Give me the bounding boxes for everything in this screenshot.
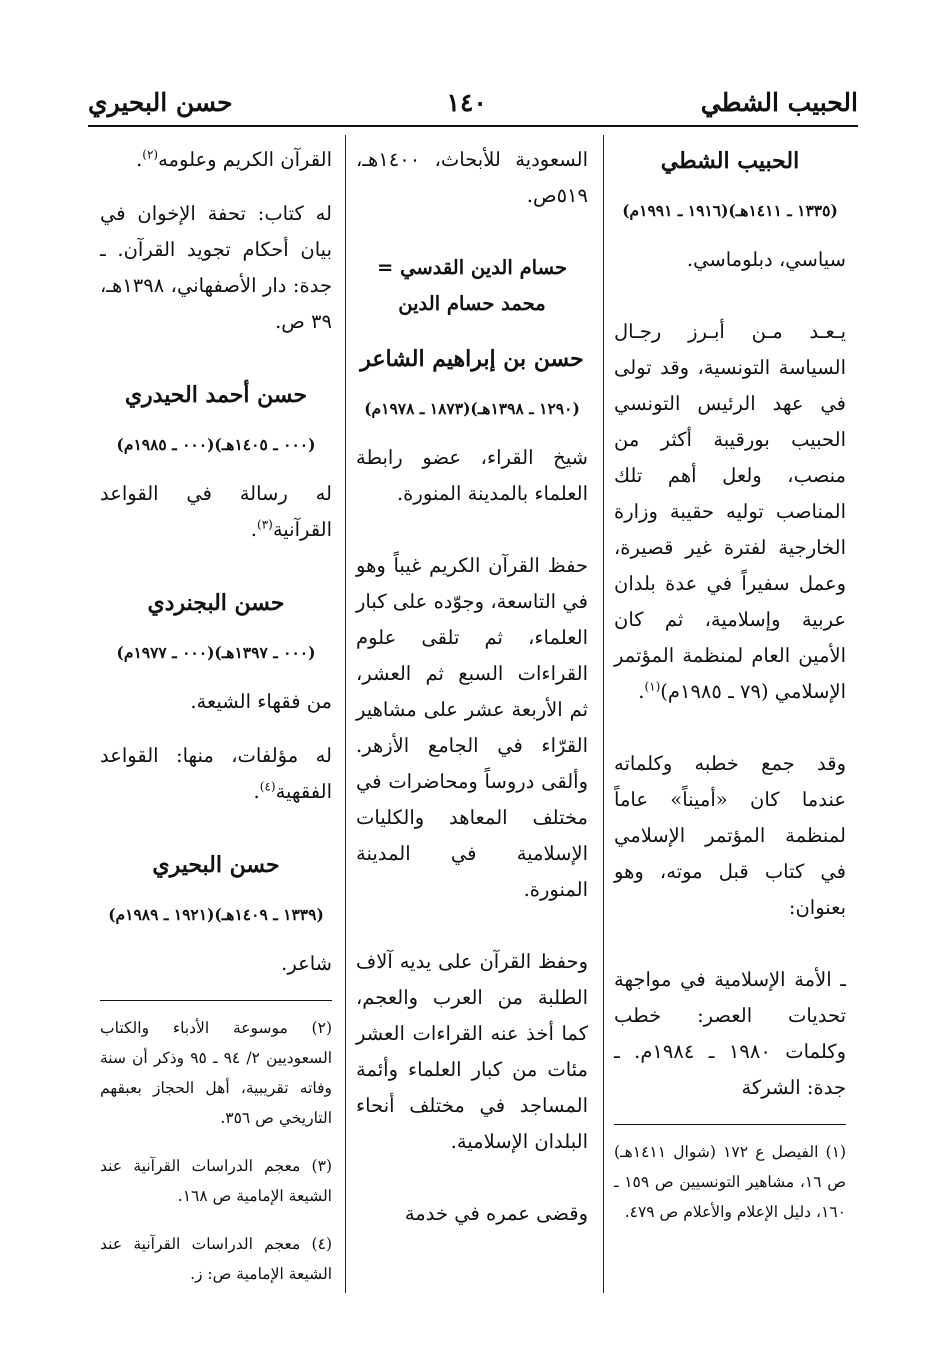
paragraph: القرآن الكريم وعلومه$^{(٢)}$.: [136, 147, 332, 171]
paragraph: يـعـد مـن أبـرز رجـال السياسة التونسية، وقد تولى في عهد الرئيس التونسي الحبيب بورقيبة أكثر من منصب، ولعل أهم تلك المناصب توليه حقيبة وزارة الخارجية لفترة غير قصيرة، وعمل سفيراً في عدة بلدان عربية وإسلامية، ثم كان الأمين العام لمنظمة المؤتمر الإسلامي (٧٩ ـ ١٩٨٥م)$^{(١)}$.: [614, 320, 846, 703]
column-right: [614, 142, 846, 1245]
footnotes: [100, 1000, 332, 1289]
footnote-ref: (٣): [257, 517, 273, 532]
entry-title-hasan-haidari: حسن أحمد الحيدري: [124, 382, 308, 408]
paragraph: من فقهاء الشيعة.: [190, 690, 332, 713]
entry-title-habib-shatti: الحبيب الشطي: [660, 148, 800, 174]
column-left: [100, 142, 332, 1307]
footnote: (١) الفيصل ع ١٧٢ (شوال ١٤١١هـ) ص ١٦، مشاهير التونسيين ص ١٥٩ ـ ١٦٠، دليل الإعلام والأعلام ص ٤٧٩.: [614, 1143, 847, 1221]
footnote-rule: [614, 1124, 846, 1125]
paragraph: له رسالة في القواعد القرآنية$^{(٣)}$.: [100, 482, 332, 541]
entry-dates: (٠٠٠ ـ ١٤٠٥هـ)(٠٠٠ ـ ١٩٨٥م): [116, 435, 316, 454]
entry-dates: (٠٠٠ ـ ١٣٩٧هـ)(٠٠٠ ـ ١٩٧٧م): [116, 643, 316, 662]
column-middle: [356, 142, 588, 1250]
column-divider-right: [603, 135, 604, 1293]
footnote: (٤) معجم الدراسات القرآنية عند الشيعة الإمامية ص: ز.: [100, 1235, 332, 1283]
paragraph: وقد جمع خطبه وكلماته عندما كان «أميناً» عاماً لمنظمة المؤتمر الإسلامي في كتاب قبل موته، وهو بعنوان:: [614, 752, 846, 919]
header-left-name: حسن البحيري: [88, 87, 233, 117]
running-header: [88, 84, 858, 120]
entry-dates: (١٣٣٥ ـ ١٤١١هـ)(١٩١٦ ـ ١٩٩١م): [622, 201, 838, 220]
paragraph: شيخ القراء، عضو رابطة العلماء بالمدينة المنورة.: [356, 446, 588, 505]
entry-title-hasan-buhairi: حسن البحيري: [152, 852, 280, 878]
header-right-name: الحبيب الشطي: [700, 87, 858, 117]
paragraph: وحفظ القرآن على يديه آلاف الطلبة من العرب والعجم، كما أخذ عنه القراءات العشر مئات من كبار العلماء وأئمة المساجد في مختلف أنحاء البلدان الإسلامية.: [356, 950, 588, 1153]
footnotes: [614, 1124, 846, 1227]
paragraph: السعودية للأبحاث، ١٤٠٠هـ، ٥١٩ص.: [356, 148, 588, 207]
entry-dates: (١٣٣٩ ـ ١٤٠٩هـ)(١٩٢١ ـ ١٩٨٩م): [108, 905, 324, 924]
column-divider-left: [345, 135, 346, 1293]
footnote-ref: (٤): [259, 779, 276, 794]
cross-reference: حسام الدين القدسي = محمد حسام الدين: [376, 256, 568, 315]
entry-title-hasan-bojnordi: حسن البجنردي: [147, 590, 285, 616]
paragraph: له كتاب: تحفة الإخوان في بيان أحكام تجويد القرآن. ـ جدة: دار الأصفهاني، ١٣٩٨هـ، ٣٩ ص.: [100, 202, 332, 333]
header-rule: [88, 125, 858, 127]
paragraph: ـ الأمة الإسلامية في مواجهة تحديات العصر: خطب وكلمات ١٩٨٠ ـ ١٩٨٤م. ـ جدة: الشركة: [614, 968, 846, 1099]
paragraph: حفظ القرآن الكريم غيباً وهو في التاسعة، وجوّده على كبار العلماء، ثم تلقى علوم القراءات السبع ثم العشر، ثم الأربعة عشر على مشاهير القرّاء في الجامع الأزهر. وألقى دروساً ومحاضرات في مختلف المعاهد والكليات الإسلامية في المدينة المنورة.: [356, 554, 588, 901]
paragraph: شاعر.: [281, 952, 332, 975]
paragraph: سياسي، دبلوماسي.: [686, 248, 846, 271]
entry-dates: (١٢٩٠ ـ ١٣٩٨هـ)(١٨٧٣ ـ ١٩٧٨م): [364, 399, 580, 418]
footnote-ref: (٢): [142, 147, 159, 162]
footnote-rule: [100, 1000, 332, 1001]
page-number: ١٤٠: [446, 87, 487, 117]
entry-title-hasan-shaer: حسن بن إبراهيم الشاعر: [360, 346, 584, 372]
paragraph: وقضى عمره في خدمة: [404, 1202, 588, 1225]
footnote-ref: (١): [644, 679, 661, 694]
paragraph: له مؤلفات، منها: القواعد الفقهية$^{(٤)}$.: [100, 744, 332, 803]
footnote: (٢) موسوعة الأدباء والكتاب السعوديين ٢/ ٩٤ ـ ٩٥ وذكر أن سنة وفاته تقريبية، أهل الحجاز بعبقهم التاريخي ص ٣٥٦.: [100, 1019, 333, 1127]
footnote: (٣) معجم الدراسات القرآنية عند الشيعة الإمامية ص ١٦٨.: [100, 1157, 332, 1205]
